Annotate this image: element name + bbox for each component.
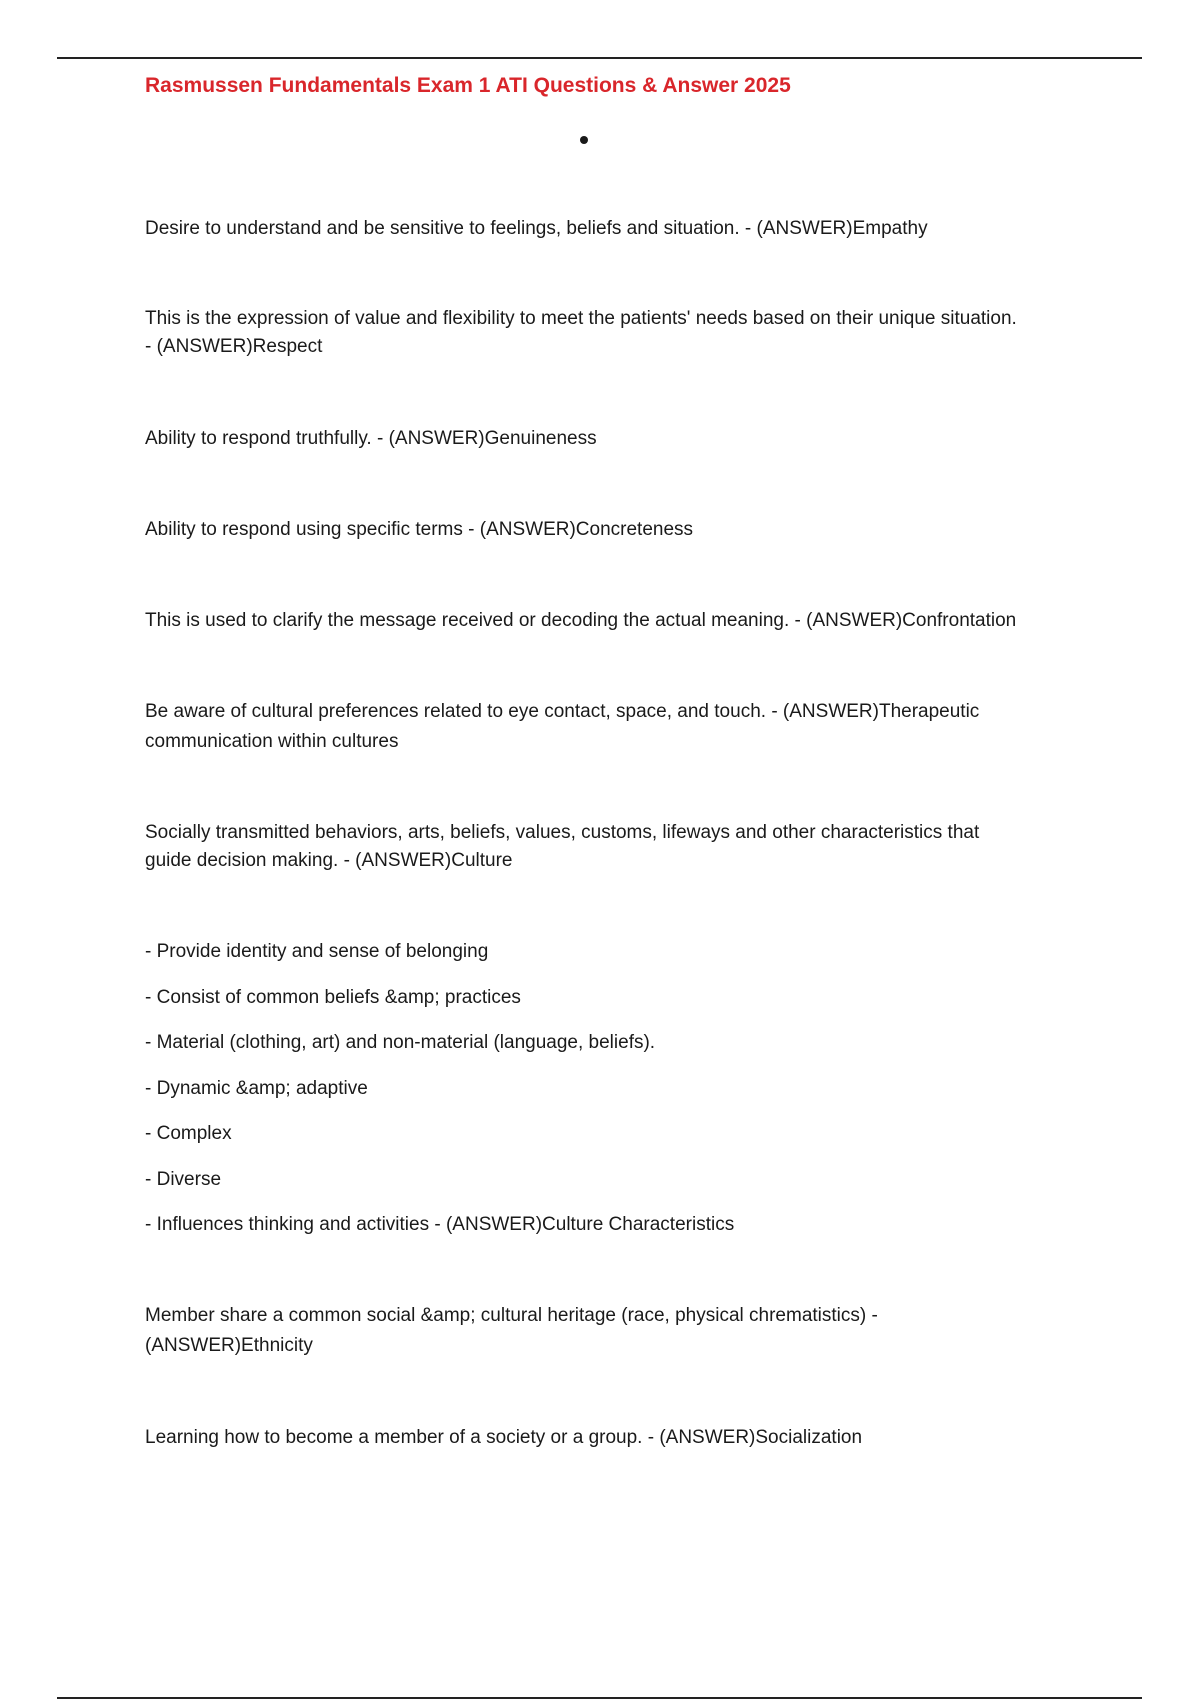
document-title: Rasmussen Fundamentals Exam 1 ATI Questions & Answer 2025 — [145, 74, 791, 97]
qa-item-socialization: Learning how to become a member of a society or a group. - (ANSWER)Socialization — [145, 1427, 863, 1448]
header-rule — [57, 57, 1142, 59]
list-item: - Diverse — [145, 1169, 222, 1190]
qa-item-therapeutic-line2: communication within cultures — [145, 731, 399, 752]
list-item: - Influences thinking and activities - (ANSWER)Culture Characteristics — [145, 1214, 735, 1235]
qa-item-ethnicity-line2: (ANSWER)Ethnicity — [145, 1335, 313, 1356]
qa-item-culture-line1: Socially transmitted behaviors, arts, beliefs, values, customs, lifeways and other characteristics that — [145, 822, 980, 843]
qa-item-respect-line1: This is the expression of value and flexibility to meet the patients' needs based on their unique situation. — [145, 308, 1017, 329]
list-item: - Dynamic &amp; adaptive — [145, 1078, 368, 1099]
qa-item-culture-line2: guide decision making. - (ANSWER)Culture — [145, 850, 513, 871]
list-item: - Provide identity and sense of belonging — [145, 941, 489, 962]
qa-item-genuineness: Ability to respond truthfully. - (ANSWER)Genuineness — [145, 428, 597, 449]
qa-item-ethnicity-line1: Member share a common social &amp; cultural heritage (race, physical chrematistics) - — [145, 1305, 878, 1326]
list-item: - Consist of common beliefs &amp; practices — [145, 987, 521, 1008]
qa-item-concreteness: Ability to respond using specific terms - (ANSWER)Concreteness — [145, 519, 694, 540]
qa-item-therapeutic-line1: Be aware of cultural preferences related to eye contact, space, and touch. - (ANSWER)Therapeutic — [145, 701, 980, 722]
list-item: - Material (clothing, art) and non-material (language, beliefs). — [145, 1032, 656, 1053]
list-item: - Complex — [145, 1123, 232, 1144]
qa-item-confrontation: This is used to clarify the message received or decoding the actual meaning. - (ANSWER)Confrontation — [145, 610, 1017, 631]
qa-item-respect-line2: - (ANSWER)Respect — [145, 336, 323, 357]
qa-item-empathy: Desire to understand and be sensitive to feelings, beliefs and situation. - (ANSWER)Empathy — [145, 218, 928, 239]
footer-rule — [57, 1697, 1142, 1699]
bullet-dot — [580, 136, 588, 144]
